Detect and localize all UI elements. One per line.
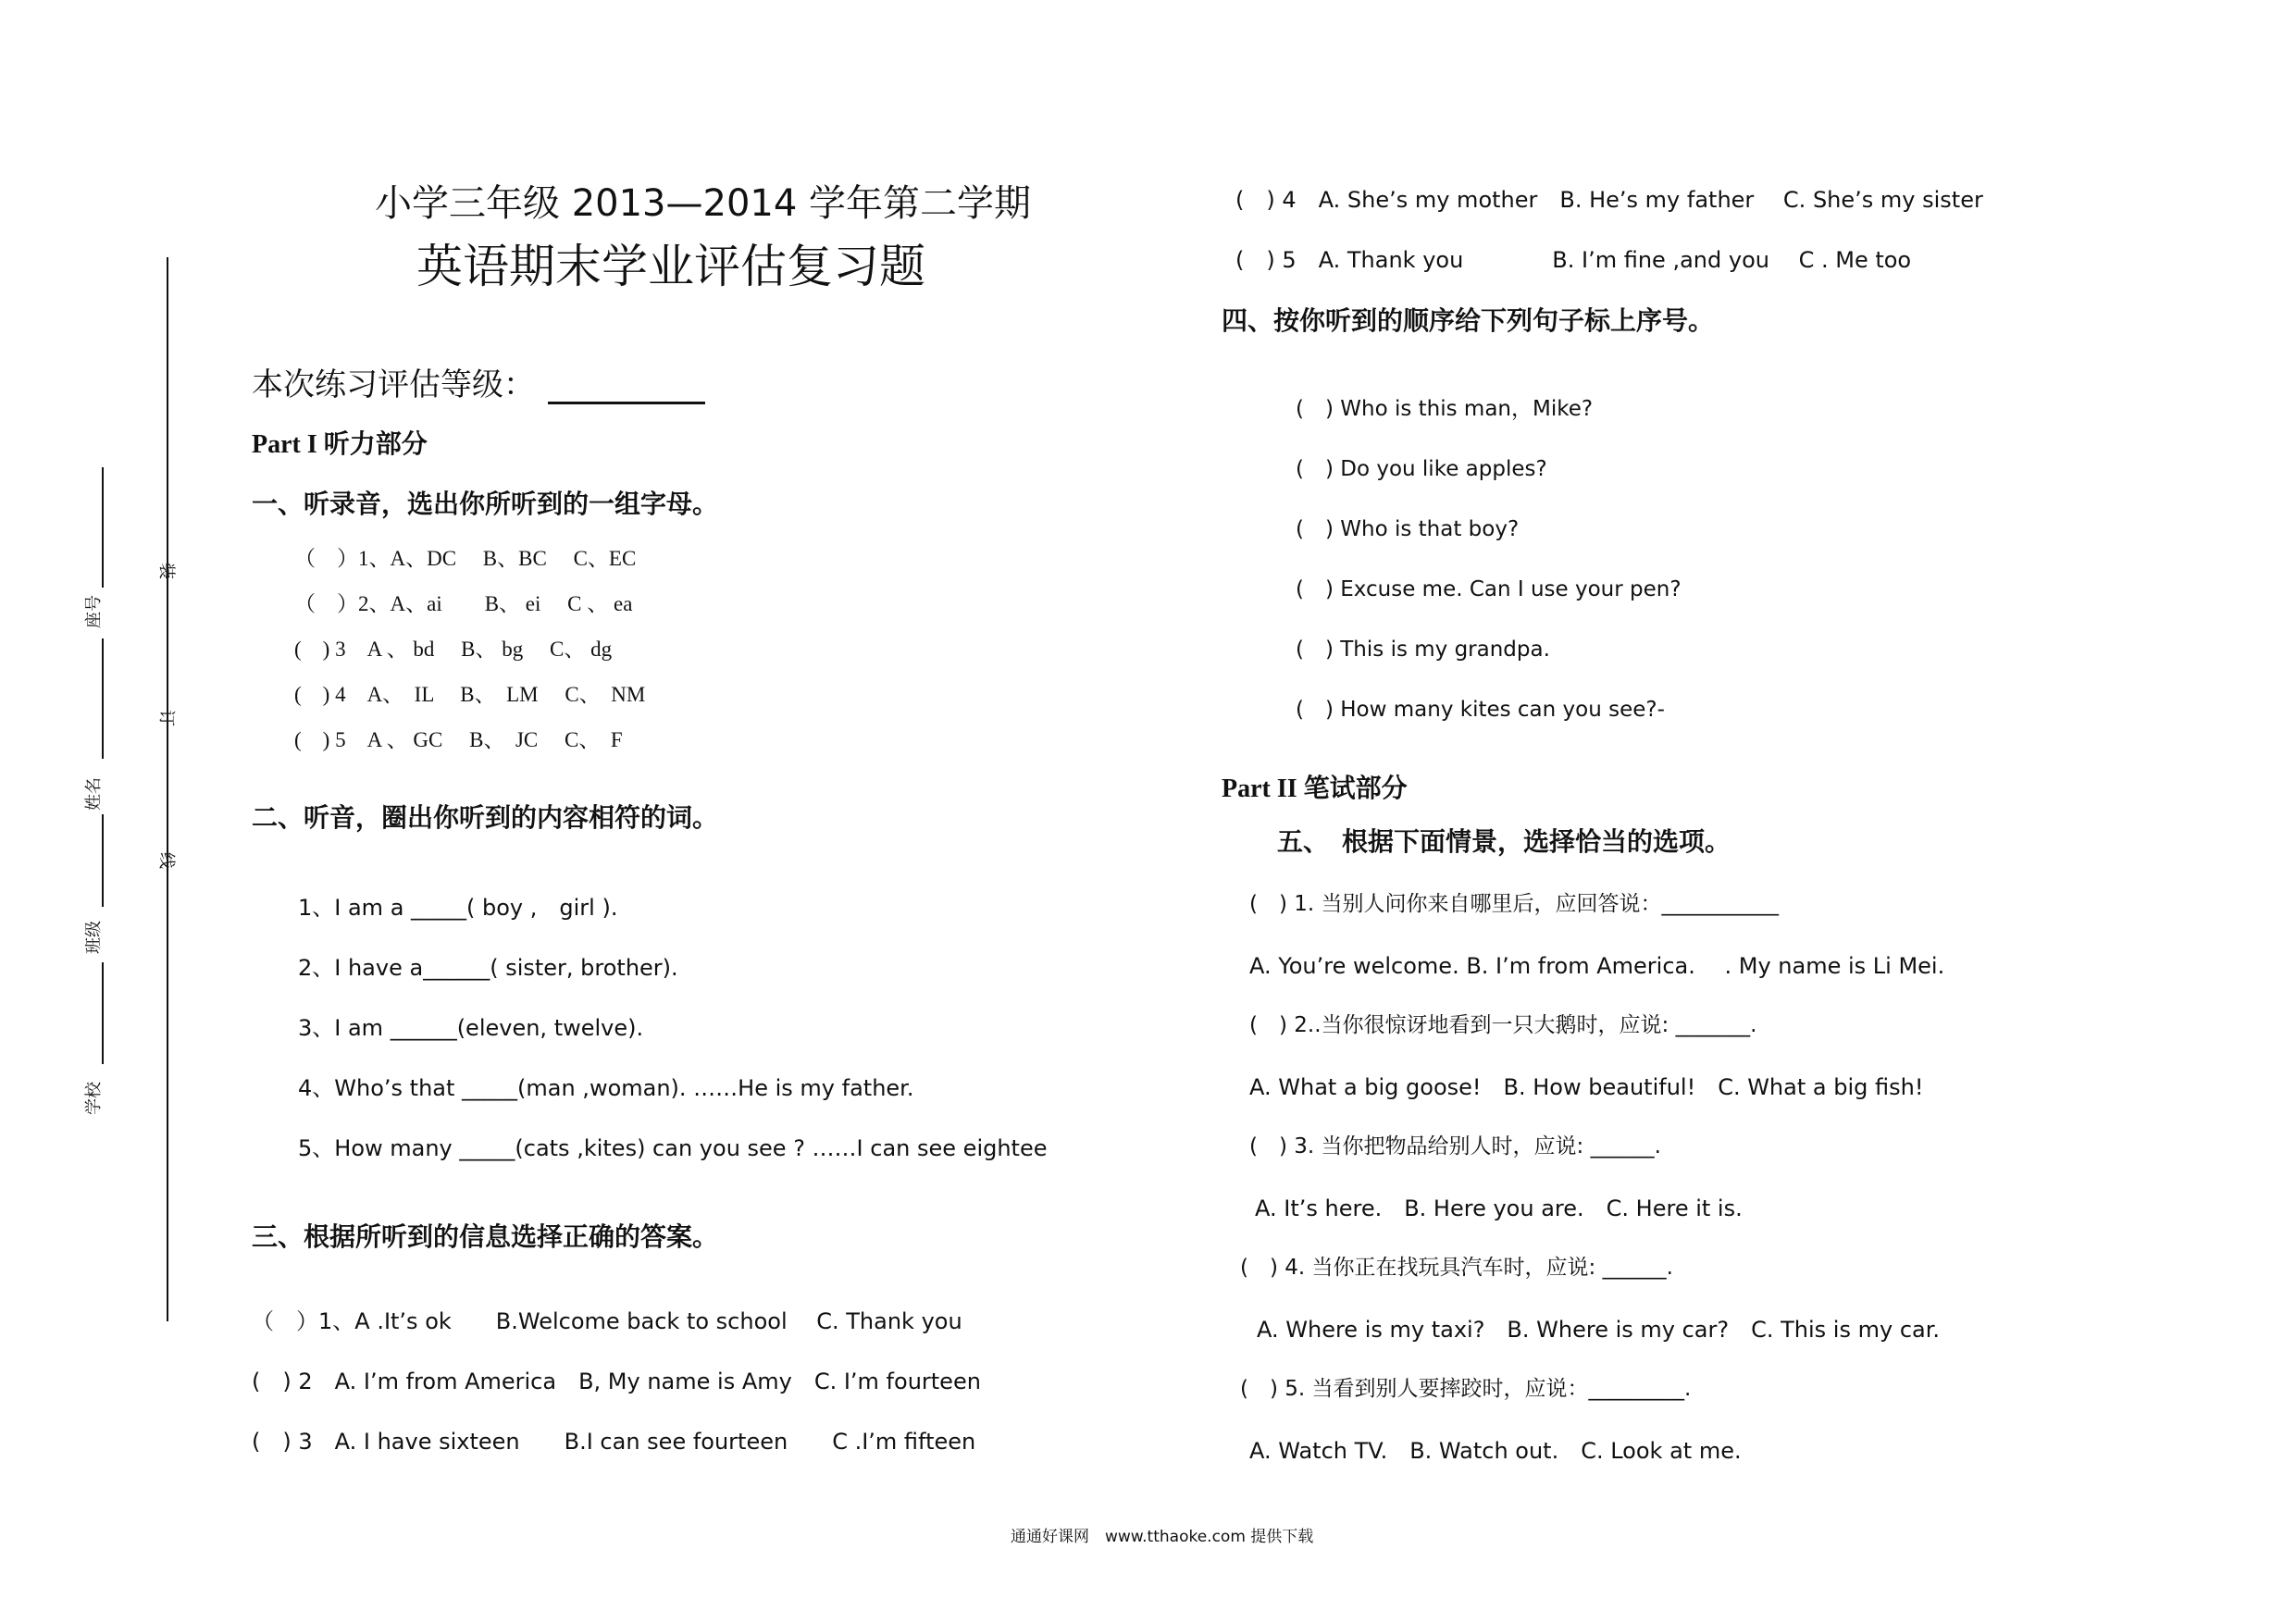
sec3-item-4: ( ) 4 A. She’s my mother B. He’s my father C. She’s my sister xyxy=(1235,187,1983,213)
sec5-a1: A. You’re welcome. B. I’m from America. . My name is Li Mei. xyxy=(1249,953,1945,979)
grade-label: 本次练习评估等级： xyxy=(252,366,535,403)
sec5-a5: A. Watch TV. B. Watch out. C. Look at me. xyxy=(1249,1438,1742,1464)
sec4-item-6: ( ) How many kites can you see?- xyxy=(1296,698,1665,722)
part1-title: Part I 听力部分 xyxy=(252,430,428,459)
sec5-q4: ( ) 4. 当你正在找玩具汽车时，应说: ______. xyxy=(1240,1256,1673,1280)
sec5-q2: ( ) 2..当你很惊讶地看到一只大鹅时，应说: _______. xyxy=(1249,1013,1757,1037)
sec4-item-1: ( ) Who is this man，Mike? xyxy=(1296,397,1594,421)
sec3-item-3: ( ) 3 A. I have sixteen B.I can see fourteen C .I’m fifteen xyxy=(252,1429,976,1455)
sec2-item-4: 4、Who’s that _____(man ,woman). ……He is my father. xyxy=(298,1075,914,1101)
binding-line xyxy=(167,257,168,1321)
field-label-zuohao: 座号 xyxy=(84,595,104,628)
grade-row xyxy=(252,359,705,404)
sec1-item-1: （ ）1、A、DC B、BC C、EC xyxy=(294,547,637,570)
sec4-item-4: ( ) Excuse me. Can I use your pen? xyxy=(1296,577,1682,601)
sec1-item-4: ( ) 4 A、 IL B、 LM C、 NM xyxy=(294,683,646,706)
part2-title: Part II 笔试部分 xyxy=(1222,774,1408,803)
grade-blank[interactable] xyxy=(548,370,705,404)
sec2-item-5: 5、How many _____(cats ,kites) can you see ? ……I can see eightee xyxy=(298,1135,1048,1161)
sec5-a3: A. It’s here. B. Here you are. C. Here it is. xyxy=(1255,1196,1743,1221)
sec2-item-3: 3、I am ______(eleven, twelve). xyxy=(298,1015,644,1041)
sec5-title: 五、 根据下面情景，选择恰当的选项。 xyxy=(1277,826,1731,857)
field-label-xuexiao: 学校 xyxy=(84,1082,104,1115)
binding-char-1: 装 xyxy=(156,563,176,579)
sec3-item-1: （ ）1、A .It’s ok B.Welcome back to school C. Thank you xyxy=(252,1308,962,1334)
sec1-item-2: （ ）2、A、ai B、 ei C 、 ea xyxy=(294,592,633,615)
sec1-item-3: ( ) 3 A 、 bd B、 bg C、 dg xyxy=(294,638,613,661)
sec5-a4: A. Where is my taxi? B. Where is my car? C. This is my car. xyxy=(1257,1317,1941,1343)
title-line-2: 英语期末学业评估复习题 xyxy=(416,240,925,293)
sec3-item-2: ( ) 2 A. I’m from America B, My name is Amy C. I’m fourteen xyxy=(252,1369,981,1394)
field-line-xingming xyxy=(102,638,104,759)
footer-credit: 通通好课网 www.tthaoke.com 提供下载 xyxy=(1011,1528,1314,1546)
sec5-q3: ( ) 3. 当你把物品给别人时，应说: ______. xyxy=(1249,1134,1661,1158)
field-line-zuohao xyxy=(102,467,104,588)
sec3-title: 三、根据所听到的信息选择正确的答案。 xyxy=(252,1221,719,1252)
field-label-xingming: 姓名 xyxy=(84,777,104,811)
sec5-q5: ( ) 5. 当看到别人要摔跤时，应说：_________. xyxy=(1240,1377,1692,1401)
sec2-item-1: 1、I am a _____( boy , girl ). xyxy=(298,895,618,921)
field-line-xuexiao xyxy=(102,962,104,1064)
sec4-item-3: ( ) Who is that boy? xyxy=(1296,517,1520,541)
binding-char-3: 线 xyxy=(156,852,176,869)
sec2-title: 二、听音，圈出你听到的内容相符的词。 xyxy=(252,802,719,833)
sec5-q1: ( ) 1. 当别人问你来自哪里后，应回答说：___________ xyxy=(1249,892,1780,916)
sec2-item-2: 2、I have a______( sister, brother). xyxy=(298,955,678,981)
binding-char-2: 订 xyxy=(156,710,176,726)
field-line-banji xyxy=(102,814,104,907)
field-label-banji: 班级 xyxy=(84,921,104,954)
sec4-item-5: ( ) This is my grandpa. xyxy=(1296,638,1550,662)
title-line-1: 小学三年级 2013—2014 学年第二学期 xyxy=(375,182,1032,225)
sec4-item-2: ( ) Do you like apples? xyxy=(1296,457,1547,481)
sec3-item-5: ( ) 5 A. Thank you B. I’m fine ,and you C . Me too xyxy=(1235,247,1912,273)
sec4-title: 四、按你听到的顺序给下列句子标上序号。 xyxy=(1222,305,1715,336)
sec5-a2: A. What a big goose! B. How beautiful! C. What a big fish! xyxy=(1249,1074,1924,1100)
sec1-title: 一、听录音，选出你所听到的一组字母。 xyxy=(252,489,719,519)
sec1-item-5: ( ) 5 A 、 GC B、 JC C、 F xyxy=(294,728,623,751)
